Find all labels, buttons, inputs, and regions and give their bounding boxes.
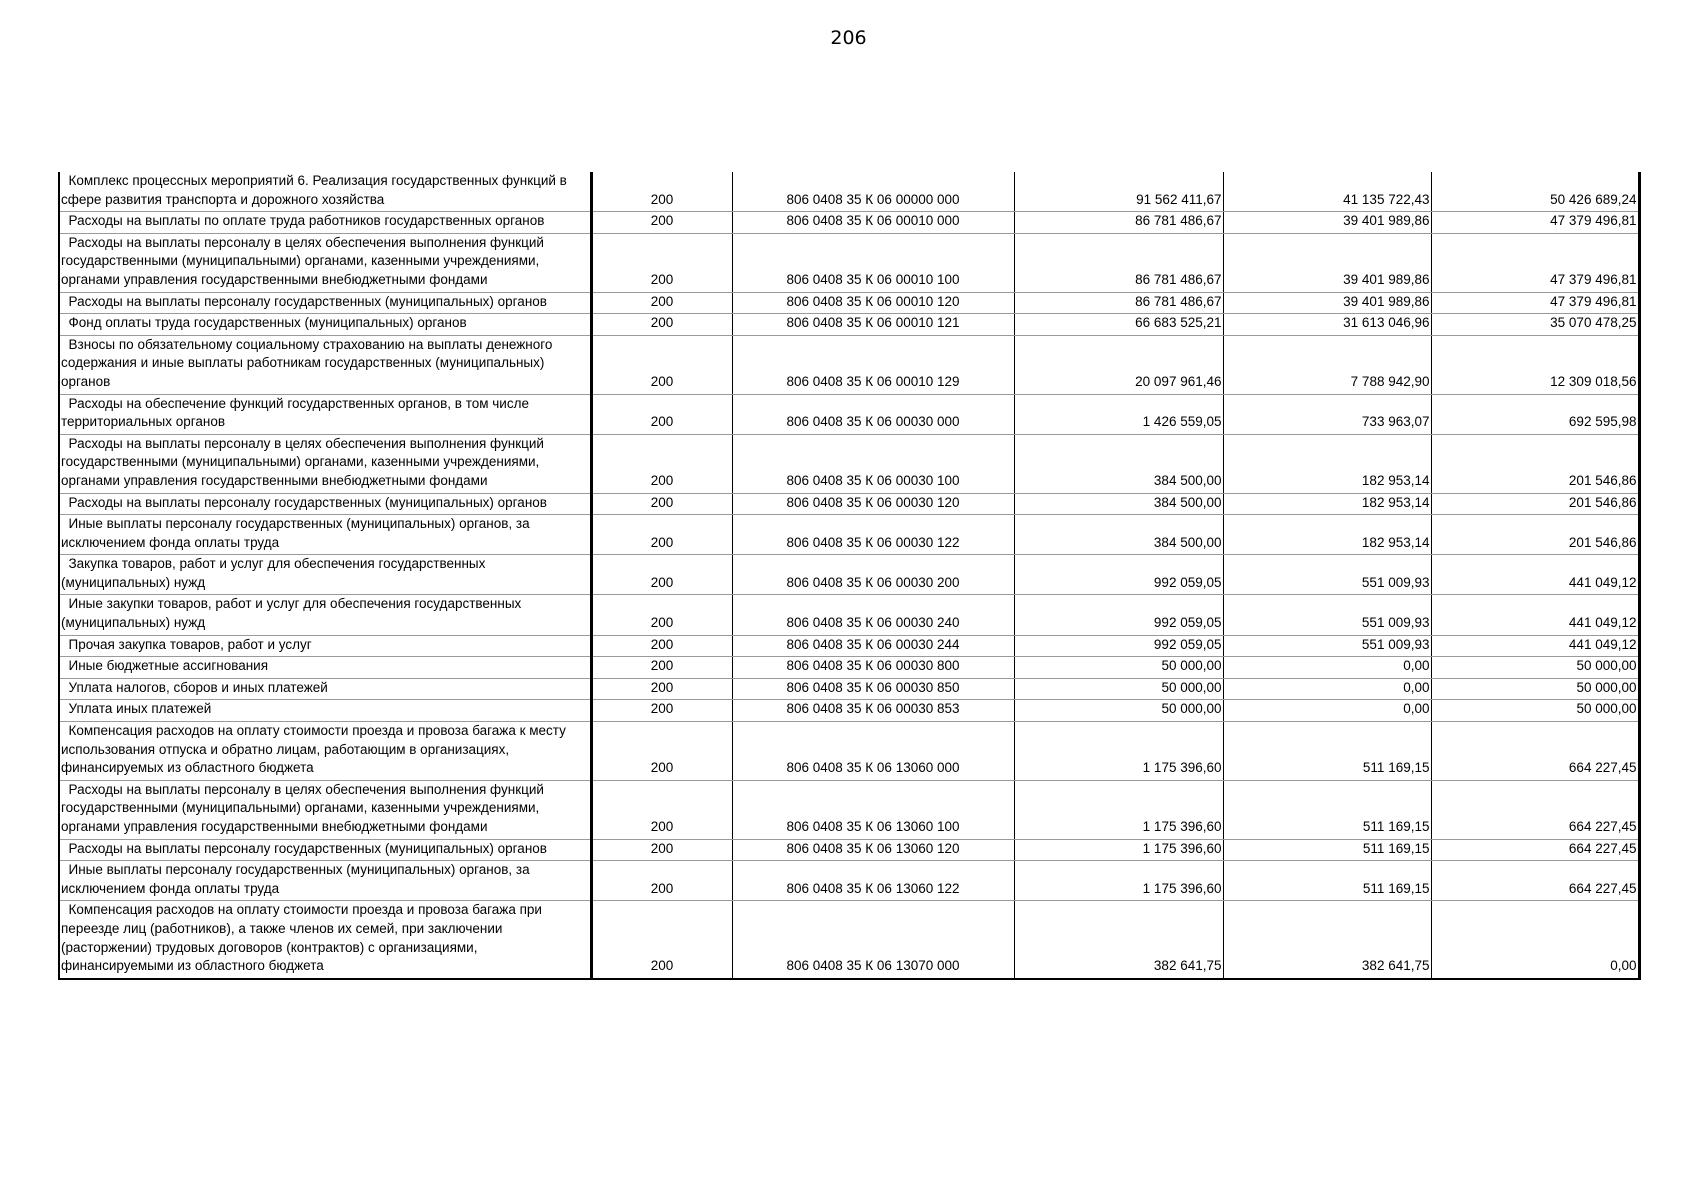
row-amount-2: 47 379 496,81 [1431,292,1639,314]
table-row [59,901,1639,979]
row-code: 200 [591,335,732,394]
row-amount-1: 511 169,15 [1223,722,1431,781]
row-budget-code: 806 0408 35 К 06 00030 120 [732,493,1014,515]
row-amount-2: 50 000,00 [1431,700,1639,722]
row-code: 200 [591,861,732,901]
row-amount-2: 441 049,12 [1431,635,1639,657]
row-amount-2: 664 227,45 [1431,722,1639,781]
table-row [59,700,1639,722]
row-code: 200 [591,515,732,555]
row-amount-total: 50 000,00 [1014,700,1223,722]
row-amount-2: 201 546,86 [1431,515,1639,555]
table-row [59,722,1639,781]
row-name-text: Закупка товаров, работ и услуг для обеспечения государственных (муниципальных) нужд [61,556,490,590]
row-amount-2: 35 070 478,25 [1431,314,1639,336]
row-name-text: Комплекс процессных мероприятий 6. Реализация государственных функций в сфере развития транспорта и дорожного хозяйства [61,173,571,207]
row-amount-1: 41 135 722,43 [1223,172,1431,212]
row-name [59,595,591,635]
table-row [59,394,1639,434]
row-amount-total: 86 781 486,67 [1014,292,1223,314]
row-amount-1: 511 169,15 [1223,839,1431,861]
row-name-text: Прочая закупка товаров, работ и услуг [61,636,312,652]
row-amount-total: 91 562 411,67 [1014,172,1223,212]
row-amount-1: 511 169,15 [1223,861,1431,901]
row-amount-2: 50 000,00 [1431,657,1639,679]
row-amount-1: 551 009,93 [1223,555,1431,595]
row-amount-total: 1 175 396,60 [1014,780,1223,839]
row-amount-total: 20 097 961,46 [1014,335,1223,394]
row-name-text: Расходы на выплаты персоналу в целях обеспечения выполнения функций государственными (муниципальными) органами, казенными учреждениями, органами управления государственными внебюджетными фондами [61,781,548,834]
row-amount-total: 992 059,05 [1014,635,1223,657]
row-amount-2: 12 309 018,56 [1431,335,1639,394]
row-name-text: Уплата налогов, сборов и иных платежей [61,679,328,695]
row-code: 200 [591,657,732,679]
row-name [59,657,591,679]
table-row [59,335,1639,394]
row-budget-code: 806 0408 35 К 06 00030 000 [732,394,1014,434]
row-name [59,493,591,515]
row-budget-code: 806 0408 35 К 06 13060 120 [732,839,1014,861]
row-budget-code: 806 0408 35 К 06 00010 121 [732,314,1014,336]
row-budget-code: 806 0408 35 К 06 13060 000 [732,722,1014,781]
row-amount-2: 692 595,98 [1431,394,1639,434]
row-amount-2: 664 227,45 [1431,861,1639,901]
row-amount-total: 384 500,00 [1014,493,1223,515]
row-budget-code: 806 0408 35 К 06 00010 129 [732,335,1014,394]
page-number: 206 [830,27,867,49]
row-amount-total: 50 000,00 [1014,657,1223,679]
row-budget-code: 806 0408 35 К 06 00030 200 [732,555,1014,595]
row-code: 200 [591,314,732,336]
row-budget-code: 806 0408 35 К 06 00030 853 [732,700,1014,722]
row-name [59,780,591,839]
row-name [59,515,591,555]
row-code: 200 [591,434,732,493]
row-amount-total: 384 500,00 [1014,515,1223,555]
budget-table [58,172,1641,980]
row-amount-total: 66 683 525,21 [1014,314,1223,336]
row-name [59,394,591,434]
row-name-text: Взносы по обязательному социальному страхованию на выплаты денежного содержания и иные выплаты работникам государственных (муниципальных) органов [61,336,557,389]
table-row [59,555,1639,595]
table-row [59,635,1639,657]
row-amount-2: 441 049,12 [1431,555,1639,595]
row-amount-1: 39 401 989,86 [1223,292,1431,314]
row-budget-code: 806 0408 35 К 06 00030 122 [732,515,1014,555]
row-amount-total: 1 426 559,05 [1014,394,1223,434]
row-name-text: Расходы на выплаты персоналу государственных (муниципальных) органов [61,840,547,856]
row-name-text: Расходы на выплаты персоналу государственных (муниципальных) органов [61,293,547,309]
row-amount-2: 47 379 496,81 [1431,212,1639,234]
row-amount-1: 182 953,14 [1223,493,1431,515]
table-row [59,595,1639,635]
row-budget-code: 806 0408 35 К 06 13060 100 [732,780,1014,839]
table-row [59,839,1639,861]
table-row [59,861,1639,901]
row-name [59,635,591,657]
row-amount-1: 182 953,14 [1223,515,1431,555]
row-amount-total: 992 059,05 [1014,595,1223,635]
row-code: 200 [591,901,732,979]
row-name [59,434,591,493]
row-amount-1: 511 169,15 [1223,780,1431,839]
row-amount-2: 201 546,86 [1431,434,1639,493]
table-row [59,780,1639,839]
row-code: 200 [591,678,732,700]
row-amount-total: 992 059,05 [1014,555,1223,595]
row-amount-total: 86 781 486,67 [1014,212,1223,234]
row-name-text: Иные бюджетные ассигнования [61,658,269,674]
row-code: 200 [591,292,732,314]
row-code: 200 [591,555,732,595]
row-amount-1: 0,00 [1223,657,1431,679]
row-name-text: Иные выплаты персоналу государственных (муниципальных) органов, за исключением фонда оплаты труда [61,516,534,550]
table-row [59,657,1639,679]
row-name [59,292,591,314]
row-name-text: Расходы на обеспечение функций государственных органов, в том числе территориальных органов [61,395,533,430]
row-amount-1: 7 788 942,90 [1223,335,1431,394]
row-code: 200 [591,595,732,635]
row-budget-code: 806 0408 35 К 06 00030 240 [732,595,1014,635]
row-code: 200 [591,635,732,657]
row-name-text: Расходы на выплаты персоналу в целях обеспечения выполнения функций государственными (муниципальными) органами, казенными учреждениями, органами управления государственными внебюджетными фондами [61,435,548,488]
row-budget-code: 806 0408 35 К 06 00030 800 [732,657,1014,679]
row-name [59,335,591,394]
row-amount-total: 86 781 486,67 [1014,233,1223,292]
row-amount-1: 0,00 [1223,678,1431,700]
row-amount-total: 384 500,00 [1014,434,1223,493]
table-row [59,678,1639,700]
table-row [59,434,1639,493]
row-code: 200 [591,780,732,839]
row-amount-1: 382 641,75 [1223,901,1431,979]
table-row [59,314,1639,336]
row-amount-1: 39 401 989,86 [1223,212,1431,234]
row-name [59,839,591,861]
row-name [59,172,591,212]
row-name [59,555,591,595]
row-amount-2: 47 379 496,81 [1431,233,1639,292]
table-row [59,515,1639,555]
row-amount-2: 50 426 689,24 [1431,172,1639,212]
row-amount-2: 664 227,45 [1431,780,1639,839]
row-amount-total: 1 175 396,60 [1014,722,1223,781]
table-row [59,292,1639,314]
row-name [59,233,591,292]
row-budget-code: 806 0408 35 К 06 00010 000 [732,212,1014,234]
row-budget-code: 806 0408 35 К 06 00010 100 [732,233,1014,292]
row-code: 200 [591,233,732,292]
table-row [59,233,1639,292]
row-budget-code: 806 0408 35 К 06 00030 244 [732,635,1014,657]
row-code: 200 [591,172,732,212]
row-amount-total: 382 641,75 [1014,901,1223,979]
row-name [59,861,591,901]
row-code: 200 [591,839,732,861]
row-name [59,678,591,700]
row-budget-code: 806 0408 35 К 06 00030 100 [732,434,1014,493]
row-amount-1: 0,00 [1223,700,1431,722]
row-budget-code: 806 0408 35 К 06 13070 000 [732,901,1014,979]
row-amount-2: 441 049,12 [1431,595,1639,635]
row-name-text: Фонд оплаты труда государственных (муниципальных) органов [61,315,467,331]
row-budget-code: 806 0408 35 К 06 00000 000 [732,172,1014,212]
row-name-text: Расходы на выплаты персоналу в целях обеспечения выполнения функций государственными (муниципальными) органами, казенными учреждениями, органами управления государственными внебюджетными фондами [61,234,548,287]
row-amount-2: 664 227,45 [1431,839,1639,861]
row-name [59,722,591,781]
row-code: 200 [591,493,732,515]
row-amount-1: 182 953,14 [1223,434,1431,493]
row-name-text: Компенсация расходов на оплату стоимости проезда и провоза багажа при переезде лиц (работников), а также членов их семей, при заключении (расторжении) трудовых договоров (контрактов) с организациями, финансируемыми из областного бюджета [61,902,546,974]
row-code: 200 [591,212,732,234]
row-name [59,700,591,722]
row-name [59,314,591,336]
row-amount-1: 31 613 046,96 [1223,314,1431,336]
row-amount-total: 1 175 396,60 [1014,861,1223,901]
row-budget-code: 806 0408 35 К 06 00030 850 [732,678,1014,700]
table-row [59,172,1639,212]
row-code: 200 [591,722,732,781]
row-amount-2: 50 000,00 [1431,678,1639,700]
row-code: 200 [591,700,732,722]
row-code: 200 [591,394,732,434]
row-amount-1: 551 009,93 [1223,635,1431,657]
row-name [59,901,591,979]
row-budget-code: 806 0408 35 К 06 00010 120 [732,292,1014,314]
table-row [59,493,1639,515]
row-amount-1: 733 963,07 [1223,394,1431,434]
row-amount-total: 50 000,00 [1014,678,1223,700]
row-amount-2: 0,00 [1431,901,1639,979]
row-amount-1: 551 009,93 [1223,595,1431,635]
row-amount-total: 1 175 396,60 [1014,839,1223,861]
row-name-text: Расходы на выплаты персоналу государственных (муниципальных) органов [61,494,547,510]
table-row [59,212,1639,234]
row-name [59,212,591,234]
row-name-text: Компенсация расходов на оплату стоимости проезда и провоза багажа к месту использования отпуска и обратно лицам, работающим в организациях, финансируемых из областного бюджета [61,723,570,776]
row-name-text: Иные выплаты персоналу государственных (муниципальных) органов, за исключением фонда оплаты труда [61,862,534,896]
row-name-text: Уплата иных платежей [61,701,212,717]
row-name-text: Расходы на выплаты по оплате труда работников государственных органов [61,213,545,229]
row-budget-code: 806 0408 35 К 06 13060 122 [732,861,1014,901]
row-amount-1: 39 401 989,86 [1223,233,1431,292]
row-amount-2: 201 546,86 [1431,493,1639,515]
row-name-text: Иные закупки товаров, работ и услуг для обеспечения государственных (муниципальных) нужд [61,596,526,631]
